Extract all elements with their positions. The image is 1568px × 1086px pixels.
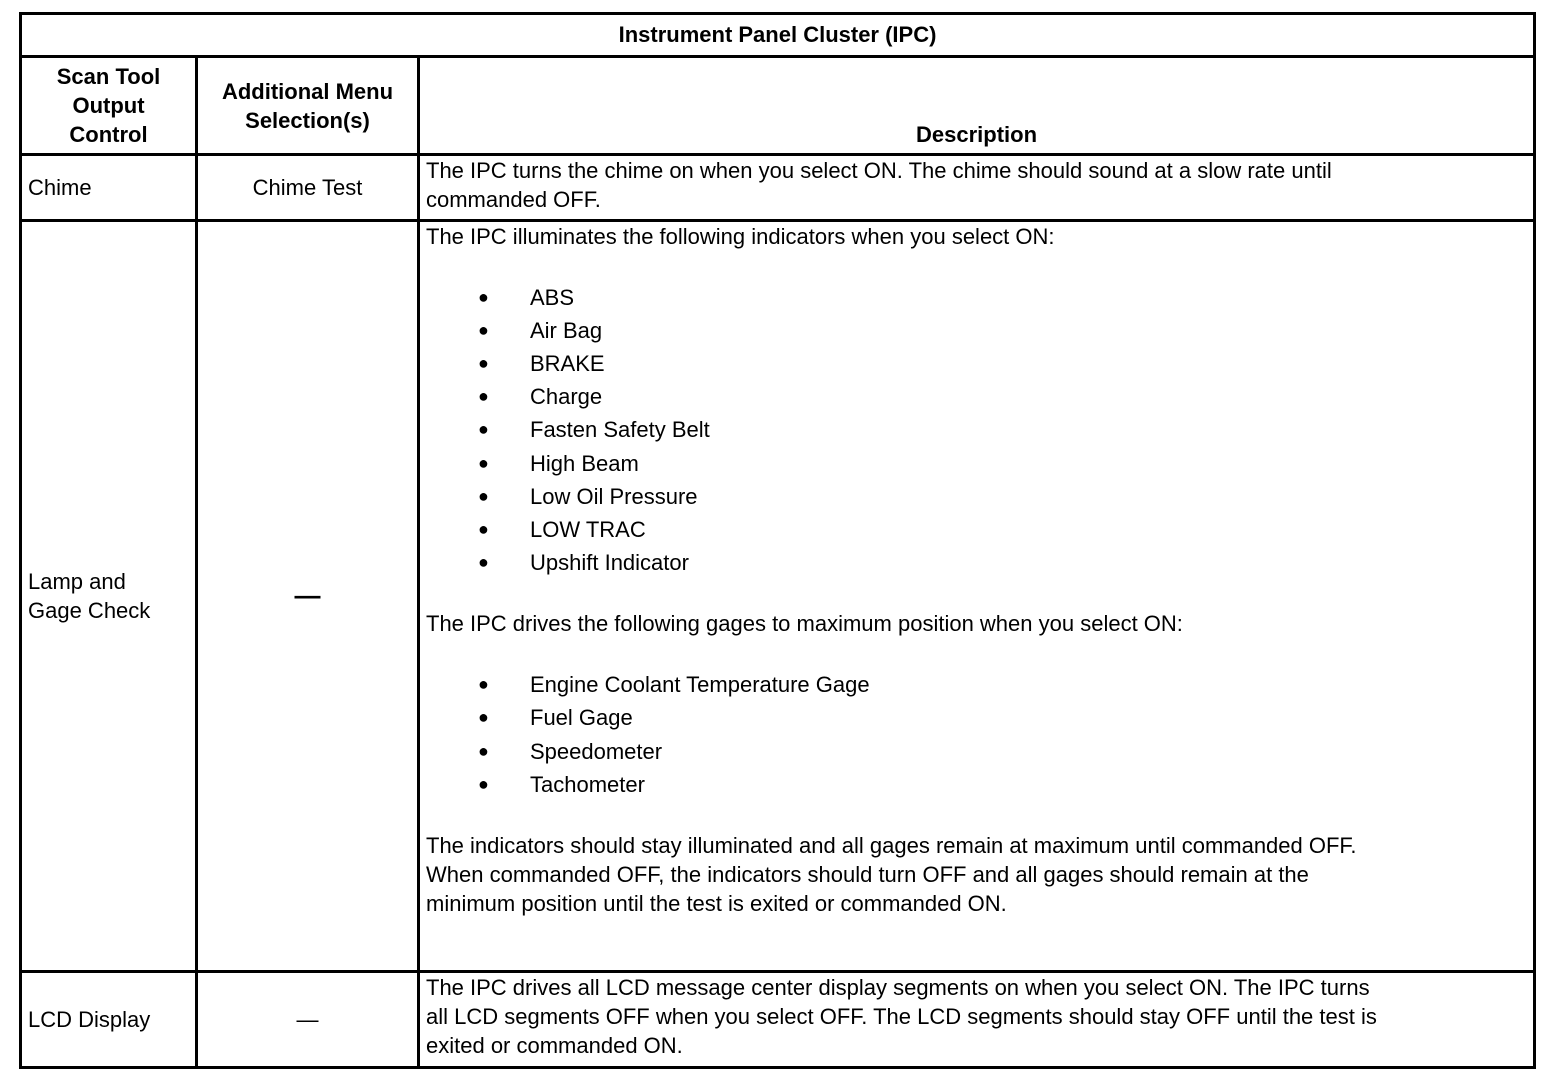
bullet-icon: ● bbox=[478, 286, 489, 307]
list-item bbox=[426, 347, 1527, 380]
list-item-label: Tachometer bbox=[530, 771, 645, 797]
ipc-table bbox=[19, 12, 1536, 1069]
bullet-icon: ● bbox=[478, 518, 489, 539]
header-menu-line: Additional Menu bbox=[221, 78, 394, 104]
description-line: exited or commanded ON. bbox=[426, 1033, 683, 1059]
list-item bbox=[426, 546, 1527, 579]
header-row bbox=[21, 56, 1535, 155]
menu-dash: — bbox=[296, 1007, 319, 1033]
bullet-icon: ● bbox=[478, 319, 489, 340]
header-menu bbox=[197, 56, 419, 155]
list-item bbox=[426, 314, 1527, 347]
menu-cell: Chime Test bbox=[197, 155, 419, 220]
list-item bbox=[426, 380, 1527, 413]
title-row bbox=[21, 14, 1535, 57]
list-item-label: Engine Coolant Temperature Gage bbox=[530, 672, 870, 698]
bullet-icon: ● bbox=[478, 452, 489, 473]
list-item bbox=[426, 413, 1527, 446]
bullet-icon: ● bbox=[478, 674, 489, 695]
list-item bbox=[426, 701, 1527, 734]
list-item bbox=[426, 480, 1527, 513]
list-item-label: Low Oil Pressure bbox=[530, 483, 698, 509]
indicators-list bbox=[426, 281, 1527, 580]
control-cell bbox=[21, 220, 197, 972]
description-line: The IPC turns the chime on when you select ON. The chime should sound at a slow rate until bbox=[426, 158, 1332, 184]
list-item-label: Air Bag bbox=[530, 317, 603, 343]
list-item-label: Speedometer bbox=[530, 738, 663, 764]
list-item-label: Fuel Gage bbox=[530, 705, 633, 731]
bullet-icon: ● bbox=[478, 386, 489, 407]
header-control bbox=[21, 56, 197, 155]
closing-line: When commanded OFF, the indicators should turn OFF and all gages should remain at the bbox=[426, 861, 1309, 887]
list-item-label: LOW TRAC bbox=[530, 516, 646, 542]
bullet-icon: ● bbox=[478, 352, 489, 373]
list-item bbox=[426, 768, 1527, 801]
list-item-label: Upshift Indicator bbox=[530, 550, 689, 576]
description-cell bbox=[419, 155, 1535, 220]
description-line: The IPC drives all LCD message center display segments on when you select ON. The IPC turns bbox=[426, 975, 1370, 1001]
list-item bbox=[426, 281, 1527, 314]
description-line: all LCD segments OFF when you select OFF. The LCD segments should stay OFF until the test is bbox=[426, 1004, 1377, 1030]
list-item-label: BRAKE bbox=[530, 350, 605, 376]
table-title: Instrument Panel Cluster (IPC) bbox=[21, 14, 1535, 57]
list-item-label: High Beam bbox=[530, 450, 639, 476]
menu-cell bbox=[197, 972, 419, 1068]
bullet-icon: ● bbox=[478, 485, 489, 506]
control-cell: Chime bbox=[21, 155, 197, 220]
header-menu-line: Selection(s) bbox=[245, 107, 370, 133]
list-item bbox=[426, 513, 1527, 546]
menu-cell bbox=[197, 220, 419, 972]
bullet-icon: ● bbox=[478, 419, 489, 440]
header-description: Description bbox=[419, 56, 1535, 155]
bullet-icon: ● bbox=[478, 773, 489, 794]
closing-line: minimum position until the test is exited or commanded ON. bbox=[426, 890, 1007, 916]
description-cell bbox=[419, 972, 1535, 1068]
list-item-label: ABS bbox=[530, 284, 575, 310]
list-item-label: Charge bbox=[530, 384, 603, 410]
header-control-line: Control bbox=[69, 122, 148, 148]
control-line: Gage Check bbox=[28, 597, 151, 623]
indicators-intro: The IPC illuminates the following indicators when you select ON: bbox=[426, 223, 1055, 249]
control-cell: LCD Display bbox=[21, 972, 197, 1068]
header-control-line: Scan Tool bbox=[56, 64, 161, 90]
list-item-label: Fasten Safety Belt bbox=[530, 417, 710, 443]
gages-intro: The IPC drives the following gages to maximum position when you select ON: bbox=[426, 611, 1183, 637]
bullet-icon: ● bbox=[478, 740, 489, 761]
table-row bbox=[21, 155, 1535, 220]
bullet-icon: ● bbox=[478, 707, 489, 728]
header-control-line: Output bbox=[72, 93, 145, 119]
closing-line: The indicators should stay illuminated and all gages remain at maximum until commanded OFF. bbox=[426, 832, 1357, 858]
table-row bbox=[21, 972, 1535, 1068]
table-row bbox=[21, 220, 1535, 972]
description-cell bbox=[419, 220, 1535, 972]
bullet-icon: ● bbox=[478, 552, 489, 573]
menu-dash: — bbox=[294, 579, 321, 610]
list-item bbox=[426, 735, 1527, 768]
list-item bbox=[426, 668, 1527, 701]
list-item bbox=[426, 446, 1527, 479]
gages-list bbox=[426, 668, 1527, 801]
description-line: commanded OFF. bbox=[426, 187, 601, 213]
control-line: Lamp and bbox=[28, 568, 126, 594]
